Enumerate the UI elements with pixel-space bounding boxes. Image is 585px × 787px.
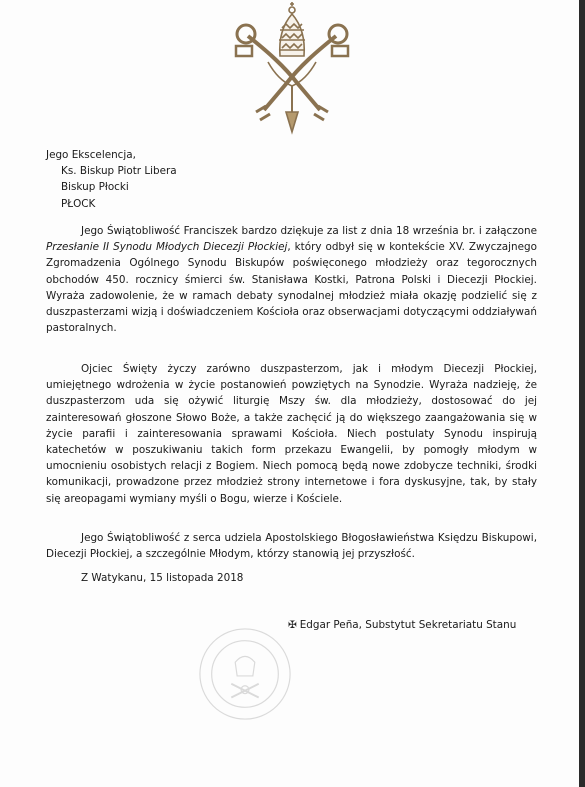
scan-edge-shadow [579, 0, 585, 787]
recipient-title: Ks. Biskup Piotr Libera [61, 165, 177, 177]
cross-icon: ✠ [288, 619, 297, 631]
paragraph-2 [46, 361, 537, 507]
paragraph-1-part-a: Jego Świątobliwość Franciszek bardzo dziękuje za list z dnia 18 września br. i załączone [81, 225, 537, 237]
recipient-office: Biskup Płocki [61, 181, 129, 193]
signature-line [288, 619, 516, 631]
paragraph-2-text: Ojciec Święty życzy zarówno duszpasterzom, jak i młodym Diecezji Płockiej, umiejętnego wdrożenia w życie postanowień powziętych na Synodzie. Wyraża nadzieję, że duszpasterzom uda się ożywić liturgię Mszy św. dla młodzieży, dostosować do jej zainteresowań głoszone Słowo Boże, a także zachęcić ją do większego zaangażowania się w życie parafii i zainteresowania sprawami Kościoła. Niech postulaty Synodu inspirują katechetów w poszukiwaniu takich form przekazu Ewangelii, by pomogły młodym w umocnieniu osobistych relacji z Bogiem. Niech pomocą będą nowe zdobycze techniki, środki komunikacji, prowadzone przez młodzież strony internetowe i fora dyskusyjne, tak, by stały się areopagami wymiany myśli o Bogu, wierze i Kościele. [46, 363, 537, 505]
paragraph-3 [46, 530, 537, 562]
signatory: Edgar Peña, Substytut Sekretariatu Stanu [299, 619, 517, 631]
paragraph-1 [46, 223, 537, 336]
recipient-name: Jego Ekscelencja, [46, 149, 136, 161]
letter-date: Z Watykanu, 15 listopada 2018 [81, 572, 244, 584]
papal-keys-tiara-emblem-icon [228, 0, 356, 136]
recipient-city: PŁOCK [61, 198, 96, 210]
synod-message-title: Przesłanie II Synodu Młodych Diecezji Płockiej [46, 241, 288, 254]
paragraph-1-part-b: , który odbył się w kontekście XV. Zwyczajnego Zgromadzenia Ogólnego Synodu Biskupów poświęconego młodzieży oraz tegorocznych obchodów 450. rocznicy śmierci św. Stanisława Kostki, Patrona Polski i Diecezji Płockiej. Wyraża zadowolenie, że w ramach debaty synodalnej młodzież miała okazję podzielić się z duszpasterzami wizją i doświadczeniem Kościoła oraz obserwacjami dotyczącymi oddziaływań pastoralnych. [46, 241, 537, 335]
paragraph-3-text: Jego Świątobliwość z serca udziela Apostolskiego Błogosławieństwa Księdzu Biskupowi, Diecezji Płockiej, a szczególnie Młodym, którzy stanowią jej przyszłość. [46, 532, 537, 561]
secretariat-seal-icon [196, 625, 294, 723]
